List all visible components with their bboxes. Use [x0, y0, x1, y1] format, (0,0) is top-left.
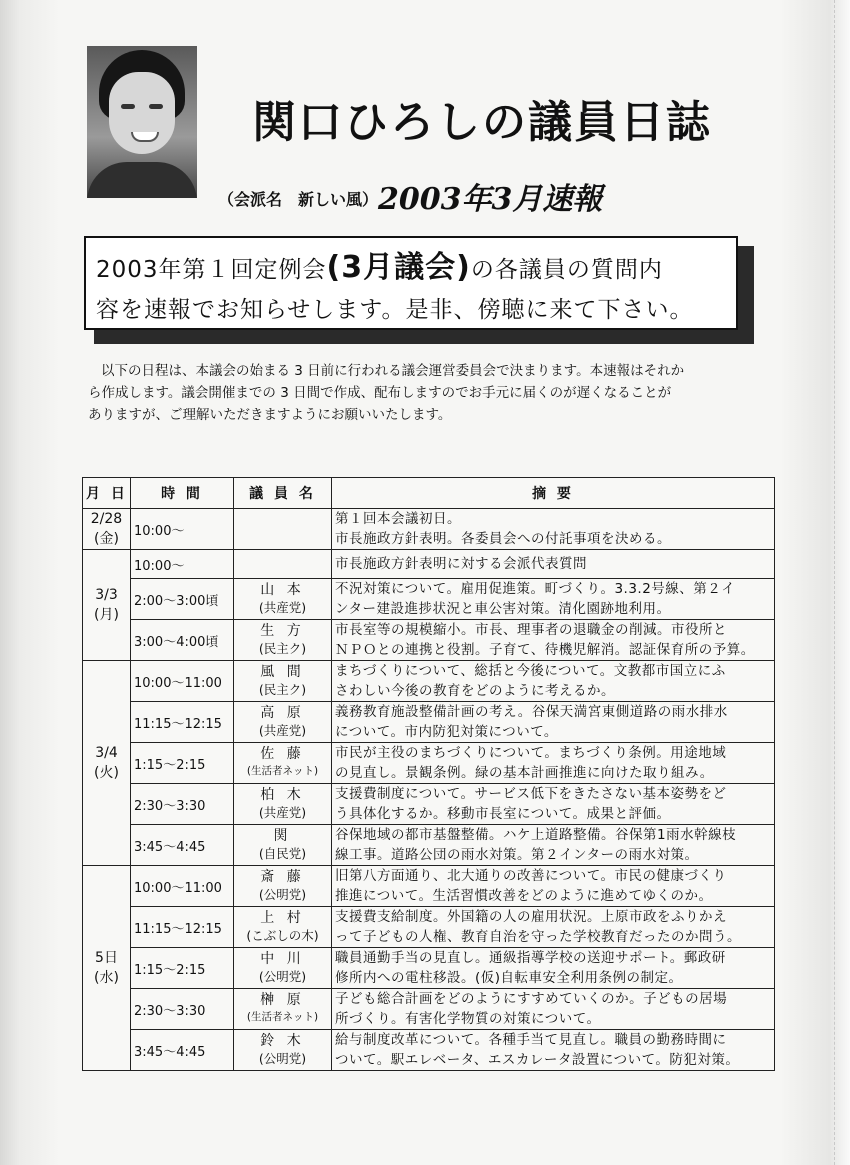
- time-cell: 3:00～4:00頃: [131, 620, 234, 661]
- intro-line: ありますが、ご理解いただきますようにお願いいたします。: [88, 407, 452, 423]
- table-row: [83, 1030, 775, 1071]
- councillor-photo: [87, 46, 197, 198]
- table-row: [83, 784, 775, 825]
- summary-cell: 市長室等の規模縮小。市長、理事者の退職金の削減。市役所と ＮＰＯとの連携と役割。子育て、待機児解消。認証保育所の予算。: [332, 620, 775, 661]
- table-row: [83, 743, 775, 784]
- summary-cell: 不況対策について。雇用促進策。町づくり。3.3.2号線、第２イ ンター建設進捗状況と車公害対策。清化園跡地利用。: [332, 579, 775, 620]
- header-member: 議 員 名: [234, 478, 332, 509]
- table-row: [83, 579, 775, 620]
- banner-post: の各議員の質問内: [470, 257, 663, 283]
- summary-cell: 支援費制度について。サービス低下をきたさない基本姿勢をど う具体化するか。移動市長室について。成果と評価。: [332, 784, 775, 825]
- table-row: [83, 866, 775, 907]
- time-cell: 10:00～11:00: [131, 661, 234, 702]
- time-cell: 10:00～: [131, 550, 234, 579]
- table-row: [83, 550, 775, 579]
- summary-cell: 谷保地域の都市基盤整備。ハケ上道路整備。谷保第1雨水幹線枝 線工事。道路公団の雨水対策。第２インターの雨水対策。: [332, 825, 775, 866]
- banner-highlight: (3月議会): [326, 250, 471, 285]
- fold-line: [834, 0, 836, 1165]
- member-cell: 榊 原 (生活者ネット): [234, 989, 332, 1030]
- table-row: [83, 907, 775, 948]
- time-cell: 1:15～2:15: [131, 743, 234, 784]
- time-cell: 11:15～12:15: [131, 907, 234, 948]
- schedule-table: [82, 477, 775, 1071]
- summary-cell: 子ども総合計画をどのようにすすめていくのか。子どもの居場 所づくり。有害化学物質の対策について。: [332, 989, 775, 1030]
- faction-name: （会派名 新しい風）: [218, 190, 379, 209]
- time-cell: 2:30～3:30: [131, 989, 234, 1030]
- intro-line: 以下の日程は、本議会の始まる 3 日前に行われる議会運営委員会で決まります。本速報はそれか: [101, 363, 685, 379]
- table-row: [83, 825, 775, 866]
- intro-text: [88, 360, 768, 426]
- summary-cell: 市長施政方針表明に対する会派代表質問: [332, 550, 775, 579]
- table-row: [83, 948, 775, 989]
- bulletin-date: 2003年3月速報: [378, 182, 603, 217]
- header-time: 時 間: [131, 478, 234, 509]
- summary-cell: 市民が主役のまちづくりについて。まちづくり条例。用途地域 の見直し。景観条例。緑の基本計画推進に向けた取り組み。: [332, 743, 775, 784]
- summary-cell: 第１回本会議初日。 市長施政方針表明。各委員会への付託事項を決める。: [332, 509, 775, 550]
- time-cell: 11:15～12:15: [131, 702, 234, 743]
- member-cell: 斎 藤 (公明党): [234, 866, 332, 907]
- summary-cell: 給与制度改革について。各種手当て見直し。職員の勤務時間に ついて。駅エレベータ、エスカレータ設置について。防犯対策。: [332, 1030, 775, 1071]
- member-cell: [234, 550, 332, 579]
- table-row: [83, 661, 775, 702]
- time-cell: 10:00～11:00: [131, 866, 234, 907]
- member-cell: [234, 509, 332, 550]
- header-summary: 摘 要: [332, 478, 775, 509]
- member-cell: 風 間 (民主ク): [234, 661, 332, 702]
- member-cell: 高 原 (共産党): [234, 702, 332, 743]
- table-row: [83, 509, 775, 550]
- member-cell: 上 村 (こぶしの木): [234, 907, 332, 948]
- header-date: 月 日: [83, 478, 131, 509]
- date-cell: 3/4 (火): [83, 661, 131, 866]
- member-cell: 生 方 (民主ク): [234, 620, 332, 661]
- date-cell: 2/28 (金): [83, 509, 131, 550]
- member-cell: 佐 藤 (生活者ネット): [234, 743, 332, 784]
- banner-line2: 容を速報でお知らせします。是非、傍聴に来て下さい。: [96, 297, 694, 323]
- time-cell: 1:15～2:15: [131, 948, 234, 989]
- summary-cell: 旧第八方面通り、北大通りの改善について。市民の健康づくり 推進について。生活習慣改善をどのように進めてゆくのか。: [332, 866, 775, 907]
- summary-cell: 義務教育施設整備計画の考え。谷保天満宮東側道路の雨水排水 について。市内防犯対策について。: [332, 702, 775, 743]
- summary-cell: 支援費支給制度。外国籍の人の雇用状況。上原市政をふりかえ って子どもの人権、教育自治を守った学校教育だったのか問う。: [332, 907, 775, 948]
- table-row: [83, 989, 775, 1030]
- announcement-banner: [84, 236, 738, 330]
- member-cell: 中 川 (公明党): [234, 948, 332, 989]
- date-cell: 5日 (水): [83, 866, 131, 1071]
- date-cell: 3/3 (月): [83, 550, 131, 661]
- table-row: [83, 620, 775, 661]
- table-row: [83, 702, 775, 743]
- member-cell: 山 本 (共産党): [234, 579, 332, 620]
- page-title: 関口ひろしの議員日誌: [252, 97, 712, 148]
- summary-cell: 職員通勤手当の見直し。通級指導学校の送迎サポート。郵政研 修所内への電柱移設。(仮)自転車安全利用条例の制定。: [332, 948, 775, 989]
- time-cell: 2:30～3:30: [131, 784, 234, 825]
- member-cell: 柏 木 (共産党): [234, 784, 332, 825]
- time-cell: 3:45～4:45: [131, 1030, 234, 1071]
- time-cell: 10:00～: [131, 509, 234, 550]
- summary-cell: まちづくりについて、総括と今後について。文教都市国立にふ さわしい今後の教育をどのように考えるか。: [332, 661, 775, 702]
- banner-pre: 2003年第１回定例会: [96, 257, 327, 283]
- member-cell: 関 (自民党): [234, 825, 332, 866]
- member-cell: 鈴 木 (公明党): [234, 1030, 332, 1071]
- intro-line: ら作成します。議会開催までの 3 日間で作成、配布しますのでお手元に届くのが遅くなることが: [88, 385, 672, 401]
- time-cell: 2:00～3:00頃: [131, 579, 234, 620]
- time-cell: 3:45～4:45: [131, 825, 234, 866]
